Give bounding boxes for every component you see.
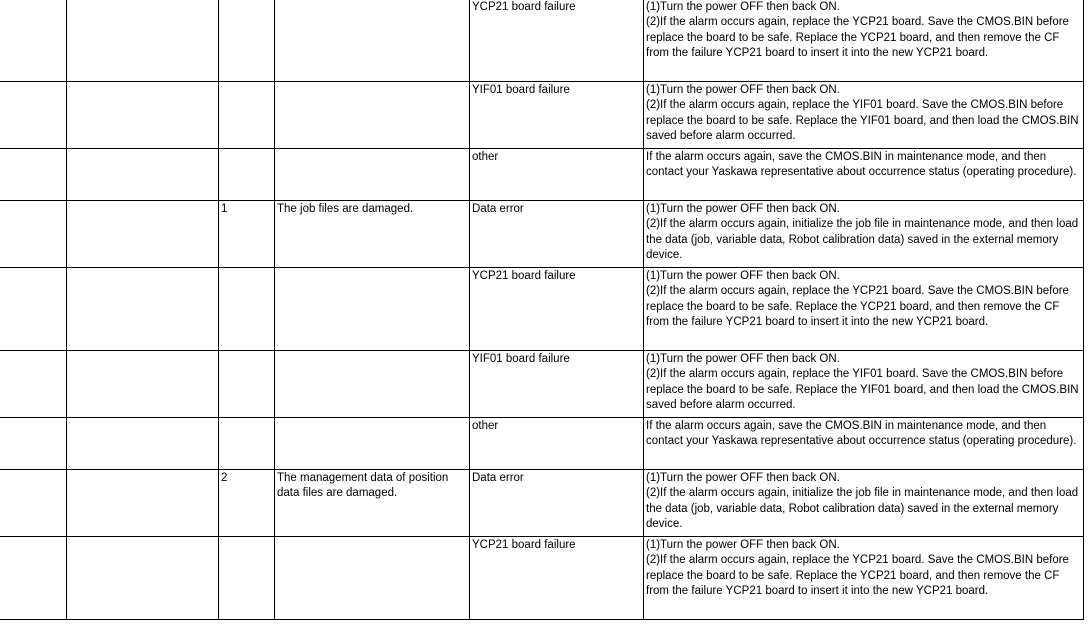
alarm-code-cell [0,201,67,268]
remedy-cell: If the alarm occurs again, save the CMOS.BIN in maintenance mode, and then contact your Yaskawa representative about occurrence status (operating procedure). [644,418,1084,470]
cause-cell: other [470,418,644,470]
sub-code-cell: 2 [219,470,275,537]
table-row [0,470,1084,537]
remedy-cell: (1)Turn the power OFF then back ON. (2)If the alarm occurs again, replace the YCP21 board. Save the CMOS.BIN before replace the board to be safe. Replace the YCP21 board, and then remove the CF from the failure YCP21 board to insert it into the new YCP21 board. [644,0,1084,82]
description-cell [275,268,470,351]
alarm-name-cell [67,268,219,351]
description-cell: The management data of position data files are damaged. [275,470,470,537]
alarm-name-cell [67,0,219,82]
table-row [0,149,1084,201]
sub-code-cell [219,351,275,418]
alarm-code-cell [0,418,67,470]
sub-code-cell [219,268,275,351]
alarm-name-cell [67,351,219,418]
alarm-code-cell [0,351,67,418]
remedy-cell: (1)Turn the power OFF then back ON. (2)If the alarm occurs again, initialize the job file in maintenance mode, and then load the data (job, variable data, Robot calibration data) saved in the external memory device. [644,470,1084,537]
cause-cell: YIF01 board failure [470,82,644,149]
sub-code-cell [219,0,275,82]
sub-code-cell [219,82,275,149]
alarm-code-cell [0,470,67,537]
alarm-code-cell [0,0,67,82]
cause-cell: YIF01 board failure [470,351,644,418]
cause-cell: Data error [470,201,644,268]
cause-cell: other [470,149,644,201]
sub-code-cell [219,537,275,620]
remedy-cell: (1)Turn the power OFF then back ON. (2)If the alarm occurs again, replace the YCP21 board. Save the CMOS.BIN before replace the board to be safe. Replace the YCP21 board, and then remove the CF from the failure YCP21 board to insert it into the new YCP21 board. [644,537,1084,620]
alarm-code-cell [0,82,67,149]
description-cell: The job files are damaged. [275,201,470,268]
description-cell [275,0,470,82]
alarm-code-cell [0,149,67,201]
sub-code-cell: 1 [219,201,275,268]
alarm-name-cell [67,149,219,201]
description-cell [275,418,470,470]
cause-cell: YCP21 board failure [470,537,644,620]
alarm-code-cell [0,268,67,351]
alarm-name-cell [67,537,219,620]
alarm-name-cell [67,470,219,537]
description-cell [275,537,470,620]
remedy-cell: (1)Turn the power OFF then back ON. (2)If the alarm occurs again, replace the YIF01 board. Save the CMOS.BIN before replace the board to be safe. Replace the YIF01 board, and then load the CMOS.BIN saved before alarm occurred. [644,82,1084,149]
table-row [0,537,1084,620]
alarm-name-cell [67,201,219,268]
remedy-cell: (1)Turn the power OFF then back ON. (2)If the alarm occurs again, initialize the job file in maintenance mode, and then load the data (job, variable data, Robot calibration data) saved in the external memory device. [644,201,1084,268]
table-row [0,351,1084,418]
remedy-cell: (1)Turn the power OFF then back ON. (2)If the alarm occurs again, replace the YIF01 board. Save the CMOS.BIN before replace the board to be safe. Replace the YIF01 board, and then load the CMOS.BIN saved before alarm occurred. [644,351,1084,418]
description-cell [275,149,470,201]
table-row [0,201,1084,268]
alarm-name-cell [67,82,219,149]
description-cell [275,82,470,149]
cause-cell: YCP21 board failure [470,268,644,351]
table-row [0,268,1084,351]
remedy-cell: (1)Turn the power OFF then back ON. (2)If the alarm occurs again, replace the YCP21 board. Save the CMOS.BIN before replace the board to be safe. Replace the YCP21 board, and then remove the CF from the failure YCP21 board to insert it into the new YCP21 board. [644,268,1084,351]
table-row [0,0,1084,82]
alarm-code-cell [0,537,67,620]
remedy-cell: If the alarm occurs again, save the CMOS.BIN in maintenance mode, and then contact your Yaskawa representative about occurrence status (operating procedure). [644,149,1084,201]
sub-code-cell [219,418,275,470]
table-row [0,82,1084,149]
alarm-name-cell [67,418,219,470]
cause-cell: YCP21 board failure [470,0,644,82]
cause-cell: Data error [470,470,644,537]
table-row [0,418,1084,470]
description-cell [275,351,470,418]
sub-code-cell [219,149,275,201]
